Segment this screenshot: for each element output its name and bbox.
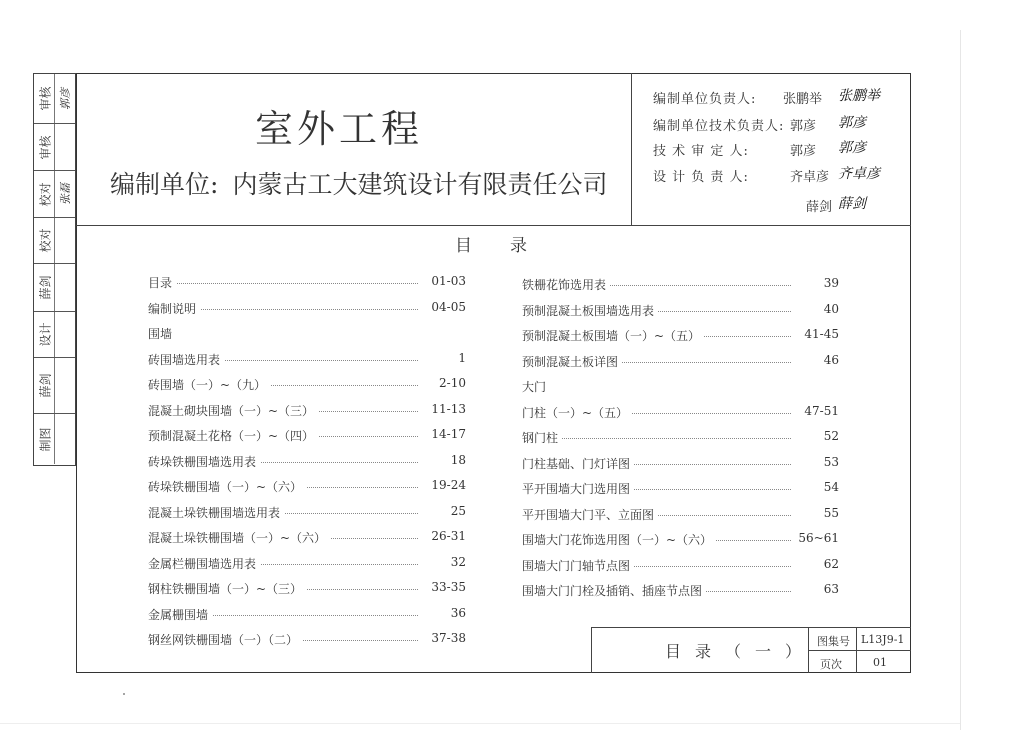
signoff-role: 制图 bbox=[38, 426, 53, 452]
responsibility-name: 薛剑 bbox=[806, 200, 833, 215]
signoff-role: 薛剑 bbox=[38, 373, 53, 398]
toc-entry-title: 围墙大门门栓及插销、插座节点图 bbox=[522, 582, 706, 599]
responsibility-signature: 郭彦 bbox=[838, 140, 866, 156]
toc-page-number: 55 bbox=[823, 505, 839, 520]
toc-entry-title: 门柱（一）~（五） bbox=[522, 404, 632, 421]
signoff-signature: 郭彦 bbox=[59, 87, 72, 110]
toc-page-number: 37-38 bbox=[431, 631, 466, 645]
toc-page-number: 63 bbox=[823, 582, 839, 596]
toc-entry-title: 围墙大门门轴节点图 bbox=[522, 557, 634, 574]
toc-entry bbox=[148, 274, 466, 292]
toc-page-number: 53 bbox=[823, 454, 839, 469]
responsibility-signature: 薛剑 bbox=[838, 196, 866, 212]
toc-entry bbox=[148, 529, 466, 547]
toc-page-number: 54 bbox=[823, 480, 839, 494]
signoff-role: 审核 bbox=[38, 134, 53, 160]
header-column-divider bbox=[631, 73, 632, 225]
signoff-cell bbox=[34, 124, 75, 171]
toc-entry-title: 钢柱铁栅围墙（一）~（三） bbox=[148, 580, 306, 597]
toc-entry-title: 围墙 bbox=[148, 325, 176, 342]
signoff-role: 设计 bbox=[38, 322, 53, 347]
toc-page-number: 33-35 bbox=[431, 580, 466, 594]
toc-page-number: 47-51 bbox=[804, 403, 839, 418]
organization-line bbox=[110, 165, 607, 201]
toc-entry-title: 围墙大门花饰选用图（一）~（六） bbox=[522, 531, 716, 548]
signoff-cell bbox=[34, 312, 75, 358]
toc-entry bbox=[148, 376, 466, 394]
responsibility-signature: 齐卓彦 bbox=[838, 166, 880, 182]
page-number: 01 bbox=[873, 656, 887, 669]
signoff-cell bbox=[34, 171, 75, 218]
responsibility-role: 设 计 负 责 人: bbox=[653, 170, 749, 185]
toc-entry-title: 预制混凝土板详图 bbox=[522, 353, 622, 370]
atlas-number: L13J9-1 bbox=[861, 633, 905, 646]
responsibility-name: 张鹏举 bbox=[783, 92, 823, 107]
toc-page-number: 40 bbox=[823, 301, 839, 316]
toc-entry bbox=[522, 404, 839, 422]
atlas-number-label: 图集号 bbox=[817, 635, 850, 648]
toc-entry-title: 预制混凝土板围墙选用表 bbox=[522, 302, 658, 319]
toc-entry-title: 大门 bbox=[522, 378, 550, 395]
toc-entry bbox=[148, 325, 466, 343]
toc-page-number: 41-45 bbox=[804, 327, 839, 341]
toc-entry-title: 平开围墙大门平、立面图 bbox=[522, 506, 658, 523]
toc-entry bbox=[522, 276, 839, 294]
toc-entry bbox=[522, 506, 839, 524]
toc-page-number: 2-10 bbox=[439, 376, 466, 390]
scan-speck bbox=[123, 693, 125, 695]
toc-entry-title: 金属栅围墙 bbox=[148, 606, 212, 623]
signoff-role: 校对 bbox=[38, 228, 53, 253]
toc-entry-title: 预制混凝土板围墙（一）~（五） bbox=[522, 327, 704, 344]
signoff-cell bbox=[34, 414, 75, 464]
toc-entry bbox=[522, 557, 839, 575]
page-title: 室外工程 bbox=[255, 107, 424, 151]
toc-entry-title: 铁栅花饰选用表 bbox=[522, 276, 610, 293]
toc-heading: 目录 bbox=[455, 236, 565, 256]
toc-page-number: 39 bbox=[823, 276, 839, 290]
toc-leader bbox=[148, 283, 418, 284]
toc-entry-title: 编制说明 bbox=[148, 300, 200, 317]
toc-entry bbox=[148, 606, 466, 624]
signoff-role: 校对 bbox=[38, 181, 53, 207]
signoff-role: 薛剑 bbox=[38, 275, 53, 300]
toc-page-number: 01-03 bbox=[431, 274, 466, 288]
toc-entry-title: 混凝土垛铁栅围墙选用表 bbox=[148, 504, 284, 521]
toc-entry bbox=[148, 453, 466, 471]
signoff-strip bbox=[33, 73, 76, 466]
toc-page-number: 62 bbox=[823, 556, 839, 571]
scan-edge-line bbox=[960, 30, 961, 730]
toc-page-number: 46 bbox=[823, 352, 839, 367]
responsibility-role: 编制单位负责人: bbox=[653, 92, 757, 107]
toc-leader bbox=[522, 438, 791, 439]
toc-entry-title: 预制混凝土花格（一）~（四） bbox=[148, 427, 318, 444]
toc-page-number: 25 bbox=[450, 503, 466, 518]
organization-name: 内蒙古工大建筑设计有限责任公司 bbox=[232, 170, 608, 199]
toc-entry bbox=[148, 402, 466, 420]
signoff-signature: 张磊 bbox=[59, 183, 72, 205]
toc-entry bbox=[148, 351, 466, 369]
signoff-cell bbox=[34, 74, 75, 124]
toc-page-number: 36 bbox=[450, 605, 466, 620]
toc-entry bbox=[522, 531, 839, 549]
toc-page-number: 19-24 bbox=[431, 478, 466, 492]
responsibility-name: 郭彦 bbox=[790, 144, 817, 159]
toc-entry-title: 门柱基础、门灯详图 bbox=[522, 455, 634, 472]
toc-entry bbox=[148, 427, 466, 445]
toc-page-number: 18 bbox=[450, 452, 466, 467]
toc-entry bbox=[522, 353, 839, 371]
responsibility-name: 齐卓彦 bbox=[790, 170, 830, 185]
toc-entry bbox=[522, 582, 839, 600]
signoff-cell bbox=[34, 218, 75, 264]
responsibility-name: 郭彦 bbox=[790, 119, 817, 134]
toc-entry bbox=[522, 327, 839, 345]
signoff-cell bbox=[34, 358, 75, 414]
scan-bottom-line bbox=[0, 723, 960, 724]
toc-entry-title: 混凝土砌块围墙（一）~（三） bbox=[148, 402, 318, 419]
toc-entry bbox=[522, 302, 839, 320]
page-number-label: 页次 bbox=[820, 658, 842, 671]
toc-entry-title: 砖围墙（一）~（九） bbox=[148, 376, 270, 393]
toc-entry bbox=[148, 478, 466, 496]
toc-entry-title: 钢丝网铁栅围墙（一）（二） bbox=[148, 631, 302, 648]
responsibility-signature: 郭彦 bbox=[838, 115, 866, 131]
organization-label: 编制单位: bbox=[110, 170, 219, 199]
toc-entry bbox=[522, 480, 839, 498]
toc-page-number: 04-05 bbox=[431, 299, 466, 314]
toc-entry bbox=[148, 555, 466, 573]
toc-entry-title: 平开围墙大门选用图 bbox=[522, 480, 634, 497]
toc-page-number: 26-31 bbox=[431, 529, 466, 543]
toc-entry bbox=[148, 631, 466, 649]
toc-page-number: 11-13 bbox=[431, 401, 466, 416]
responsibility-role: 编制单位技术负责人: bbox=[653, 119, 785, 134]
toc-entry-title: 砖围墙选用表 bbox=[148, 351, 224, 368]
toc-page-number: 56~61 bbox=[798, 531, 839, 545]
toc-page-number: 52 bbox=[823, 429, 839, 443]
toc-entry bbox=[522, 378, 839, 396]
toc-entry-title: 砖垛铁栅围墙选用表 bbox=[148, 453, 260, 470]
responsibility-signature: 张鹏举 bbox=[838, 88, 880, 104]
toc-page-number: 14-17 bbox=[431, 427, 466, 441]
toc-entry bbox=[522, 455, 839, 473]
toc-entry-title: 目录 bbox=[148, 274, 176, 291]
toc-page-number: 1 bbox=[458, 350, 466, 365]
sheet-title: 目录（一） bbox=[665, 642, 816, 661]
toc-entry-title: 金属栏栅围墙选用表 bbox=[148, 555, 260, 572]
toc-entry bbox=[148, 300, 466, 318]
toc-entry-title: 砖垛铁栅围墙（一）~（六） bbox=[148, 478, 306, 495]
header-divider bbox=[76, 225, 911, 226]
signoff-cell bbox=[34, 264, 75, 312]
toc-entry bbox=[522, 429, 839, 447]
responsibility-role: 技 术 审 定 人: bbox=[653, 144, 749, 159]
signoff-role: 审核 bbox=[38, 86, 53, 111]
toc-entry bbox=[148, 580, 466, 598]
toc-entry-title: 混凝土垛铁栅围墙（一）~（六） bbox=[148, 529, 330, 546]
toc-entry bbox=[148, 504, 466, 522]
toc-page-number: 32 bbox=[450, 554, 466, 569]
toc-entry-title: 钢门柱 bbox=[522, 429, 562, 446]
